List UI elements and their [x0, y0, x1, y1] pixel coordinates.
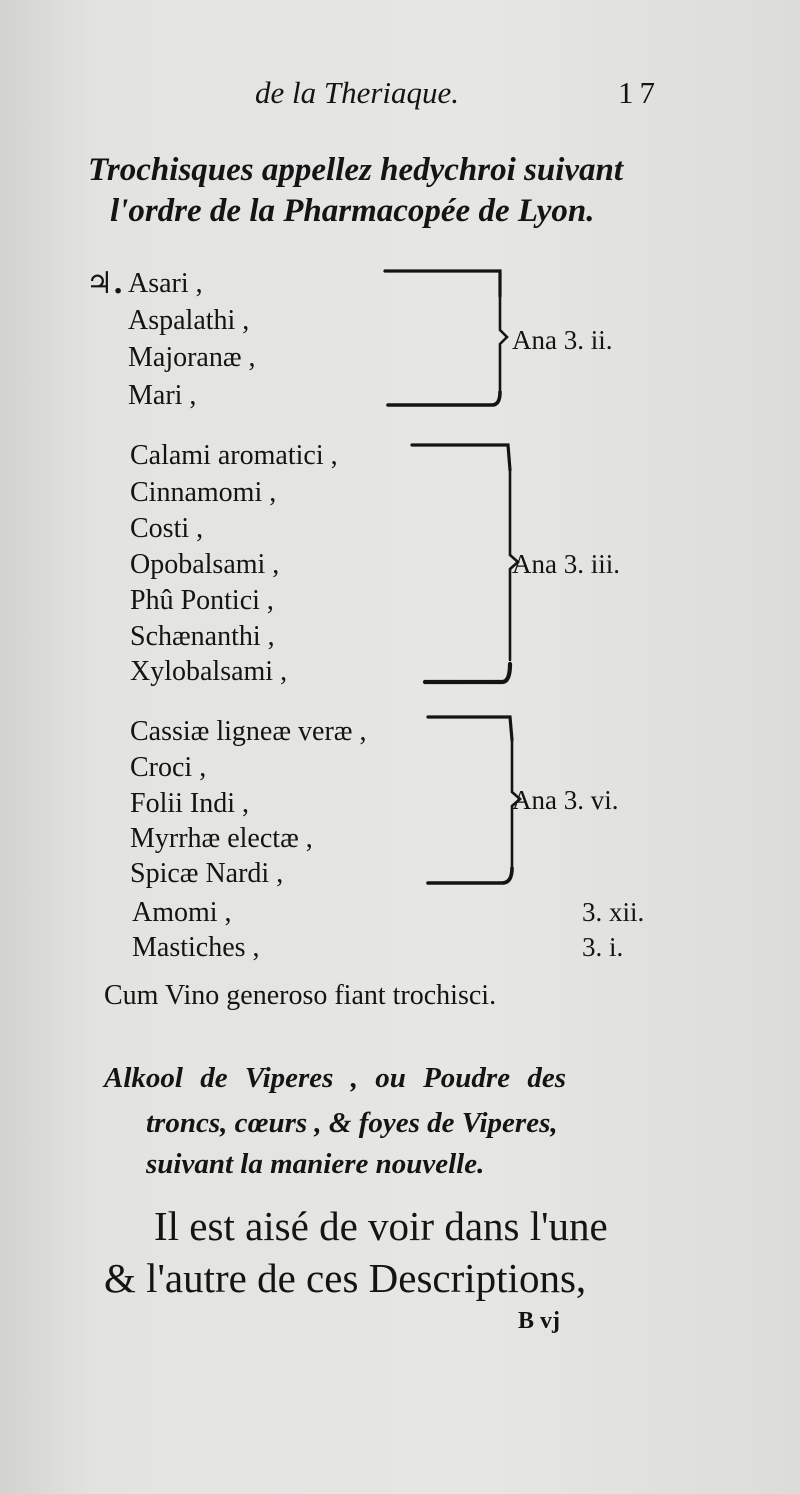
bracket-3-arrow — [512, 740, 520, 866]
bracket-2-bottom-rule — [425, 664, 510, 682]
signature-mark: B vj — [518, 1308, 560, 1334]
ingredient-spicae-nardi: Spicæ Nardi , — [130, 858, 284, 889]
ingredient-myrrhae: Myrrhæ electæ , — [130, 823, 313, 854]
subtitle-line-1: Alkool de Viperes , ou Poudre des — [104, 1062, 566, 1094]
ingredient-asari: Asari , — [128, 268, 203, 299]
closing-instruction: Cum Vino generoso fiant trochisci. — [104, 980, 497, 1011]
bracket-2-arrow — [510, 470, 518, 660]
ingredient-folii-indi: Folii Indi , — [130, 788, 250, 819]
group-2-amount: Ana 3. iii. — [512, 549, 620, 579]
subtitle-line-2: troncs, cœurs , & foyes de Viperes, — [146, 1107, 558, 1139]
ingredient-mari: Mari , — [128, 380, 197, 411]
ingredient-amomi: Amomi , — [132, 897, 232, 928]
body-line-1: Il est aisé de voir dans l'une — [154, 1203, 608, 1249]
ingredient-cinnamomi: Cinnamomi , — [130, 477, 277, 508]
ingredient-xylobalsami: Xylobalsami , — [130, 656, 288, 687]
ingredient-aspalathi: Aspalathi , — [128, 305, 250, 336]
ingredient-cassiae: Cassiæ ligneæ veræ , — [130, 716, 367, 747]
ingredient-calami-aromatici: Calami aromatici , — [130, 440, 338, 471]
ingredient-phu-pontici: Phû Pontici , — [130, 585, 274, 616]
body-line-2: & l'autre de ces Descriptions, — [104, 1255, 587, 1301]
bracket-1-bottom-rule — [388, 392, 500, 405]
group-1-amount: Ana 3. ii. — [512, 325, 613, 355]
section-title-line-1: Trochisques appellez hedychroi suivant — [88, 152, 624, 188]
subtitle-line-3: suivant la maniere nouvelle. — [146, 1148, 485, 1180]
group-3-amount: Ana 3. vi. — [512, 785, 619, 815]
ingredient-mastiches: Mastiches , — [132, 932, 260, 963]
amomi-amount: 3. xii. — [582, 897, 645, 927]
recipe-symbol: ♃. — [86, 266, 124, 301]
bracket-2-top-rule — [412, 445, 510, 470]
bracket-1-top-rule — [385, 271, 500, 296]
ingredient-croci: Croci , — [130, 752, 207, 783]
ingredient-majoranae: Majoranæ , — [128, 342, 256, 373]
bracket-3-bottom-rule — [428, 868, 512, 883]
bracket-3-top-rule — [428, 717, 512, 740]
ingredient-schaenanthi: Schænanthi , — [130, 621, 275, 652]
bracket-1-arrow — [500, 296, 507, 390]
ingredient-costi: Costi , — [130, 513, 204, 544]
ingredient-opobalsami: Opobalsami , — [130, 549, 280, 580]
section-title-line-2: l'ordre de la Pharmacopée de Lyon. — [110, 193, 595, 229]
page-number: 17 — [618, 75, 661, 110]
mastiches-amount: 3. i. — [582, 932, 624, 962]
running-head: de la Theriaque. — [255, 75, 460, 110]
